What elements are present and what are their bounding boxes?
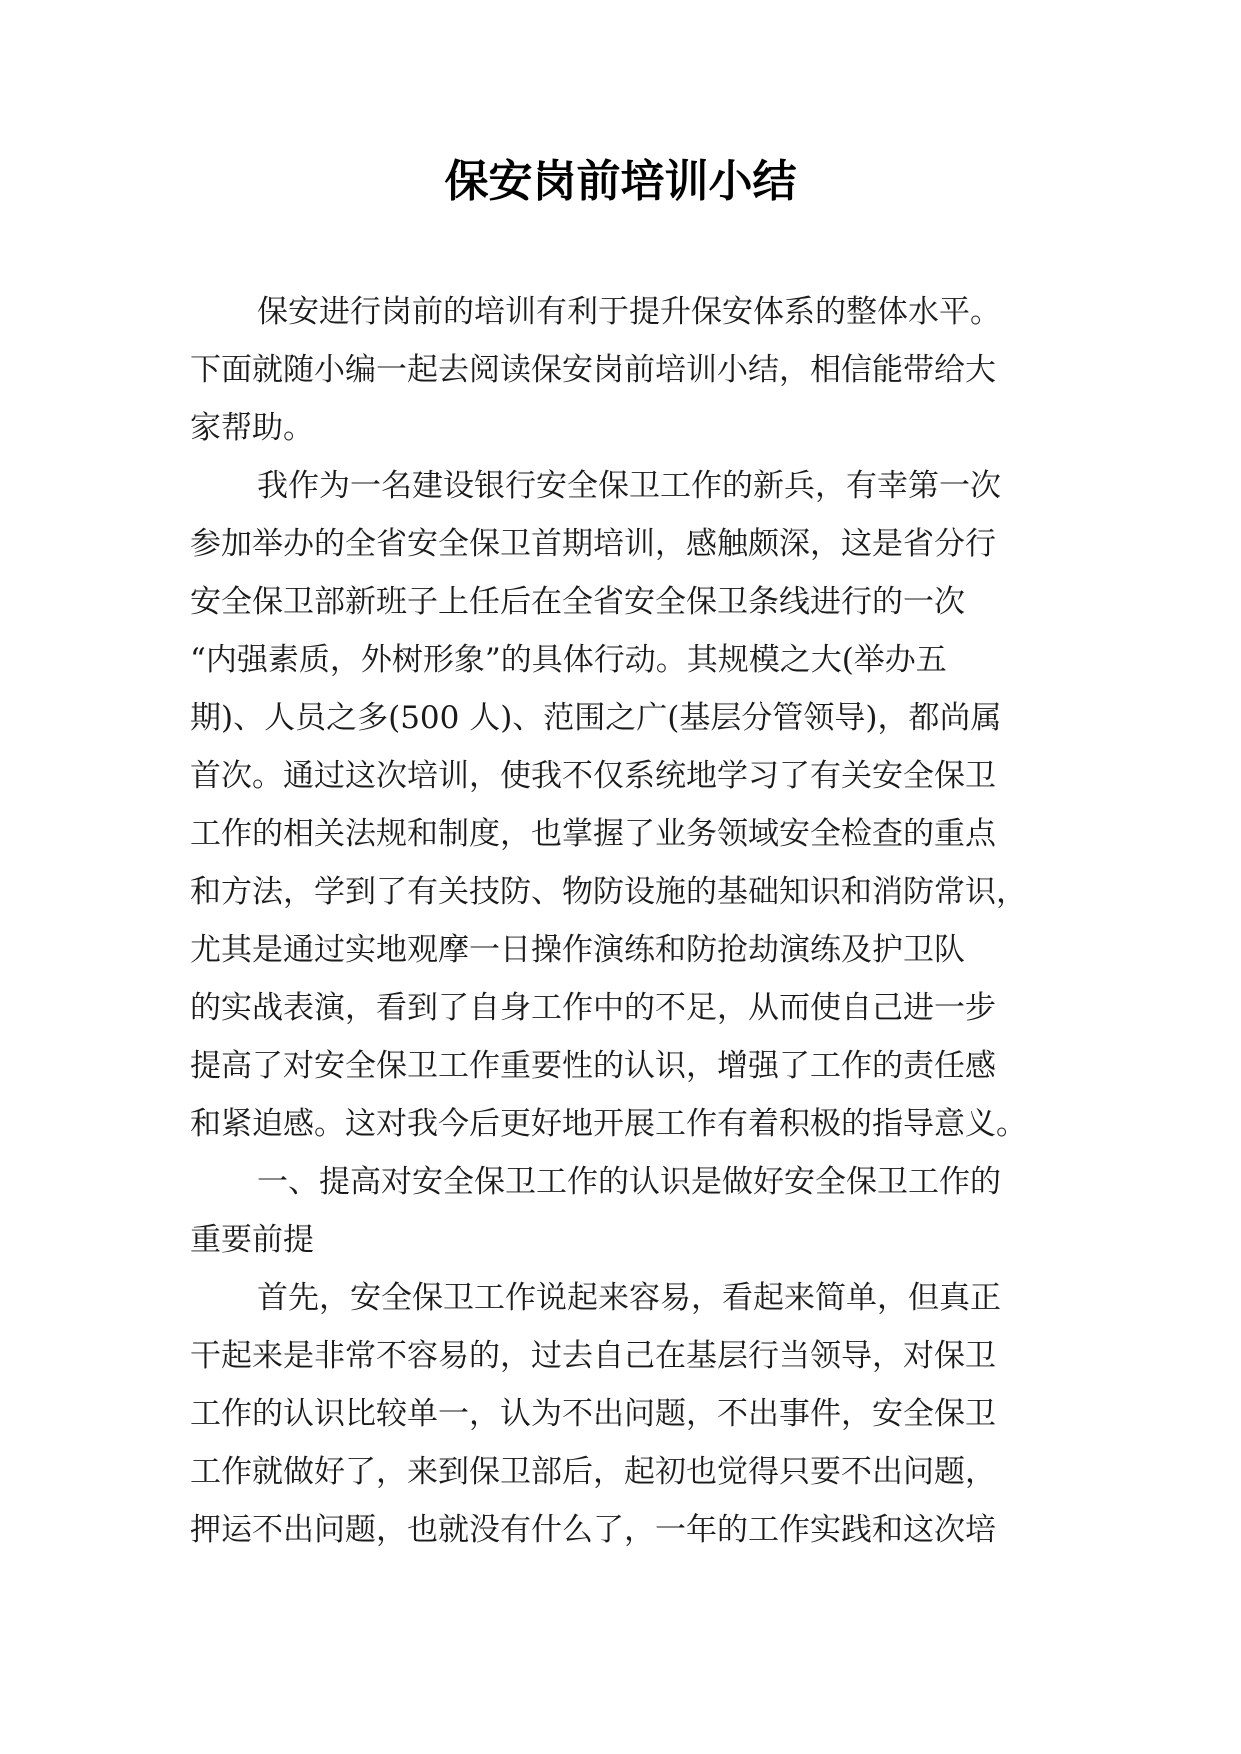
text-line: 和方法，学到了有关技防、物防设施的基础知识和消防常识，: [190, 874, 1027, 910]
text-line: 尤其是通过实地观摩一日操作演练和防抢劫演练及护卫队: [190, 932, 965, 968]
text-line: 首先，安全保卫工作说起来容易，看起来简单，但真正: [257, 1280, 1001, 1316]
text-line: “内强素质，外树形象”的具体行动。其规模之大(举办五: [190, 642, 947, 678]
section-heading-line: 重要前提: [190, 1222, 314, 1258]
text-line: 工作的相关法规和制度，也掌握了业务领域安全检查的重点: [190, 816, 996, 852]
text-line: 我作为一名建设银行安全保卫工作的新兵，有幸第一次: [257, 468, 1001, 504]
section-heading-line: 一、提高对安全保卫工作的认识是做好安全保卫工作的: [257, 1164, 1001, 1200]
text-line: 安全保卫部新班子上任后在全省安全保卫条线进行的一次: [190, 584, 965, 620]
text-line: 工作就做好了，来到保卫部后，起初也觉得只要不出问题，: [190, 1454, 996, 1490]
text-line: 期)、人员之多(500 人)、范围之广(基层分管领导)，都尚属: [190, 700, 1002, 736]
text-line: 首次。通过这次培训，使我不仅系统地学习了有关安全保卫: [190, 758, 996, 794]
text-line: 工作的认识比较单一，认为不出问题，不出事件，安全保卫: [190, 1396, 996, 1432]
text-line: 保安进行岗前的培训有利于提升保安体系的整体水平。: [257, 294, 1001, 330]
text-line: 和紧迫感。这对我今后更好地开展工作有着积极的指导意义。: [190, 1106, 1027, 1142]
text-line: 提高了对安全保卫工作重要性的认识，增强了工作的责任感: [190, 1048, 996, 1084]
text-line: 下面就随小编一起去阅读保安岗前培训小结，相信能带给大: [190, 352, 996, 388]
document-title: 保安岗前培训小结: [444, 156, 797, 207]
text-line: 干起来是非常不容易的，过去自己在基层行当领导，对保卫: [190, 1338, 996, 1374]
text-line: 家帮助。: [190, 410, 314, 446]
text-line: 参加举办的全省安全保卫首期培训，感触颇深，这是省分行: [190, 526, 996, 562]
text-line: 押运不出问题，也就没有什么了，一年的工作实践和这次培: [190, 1512, 996, 1548]
text-line: 的实战表演，看到了自身工作中的不足，从而使自己进一步: [190, 990, 996, 1026]
